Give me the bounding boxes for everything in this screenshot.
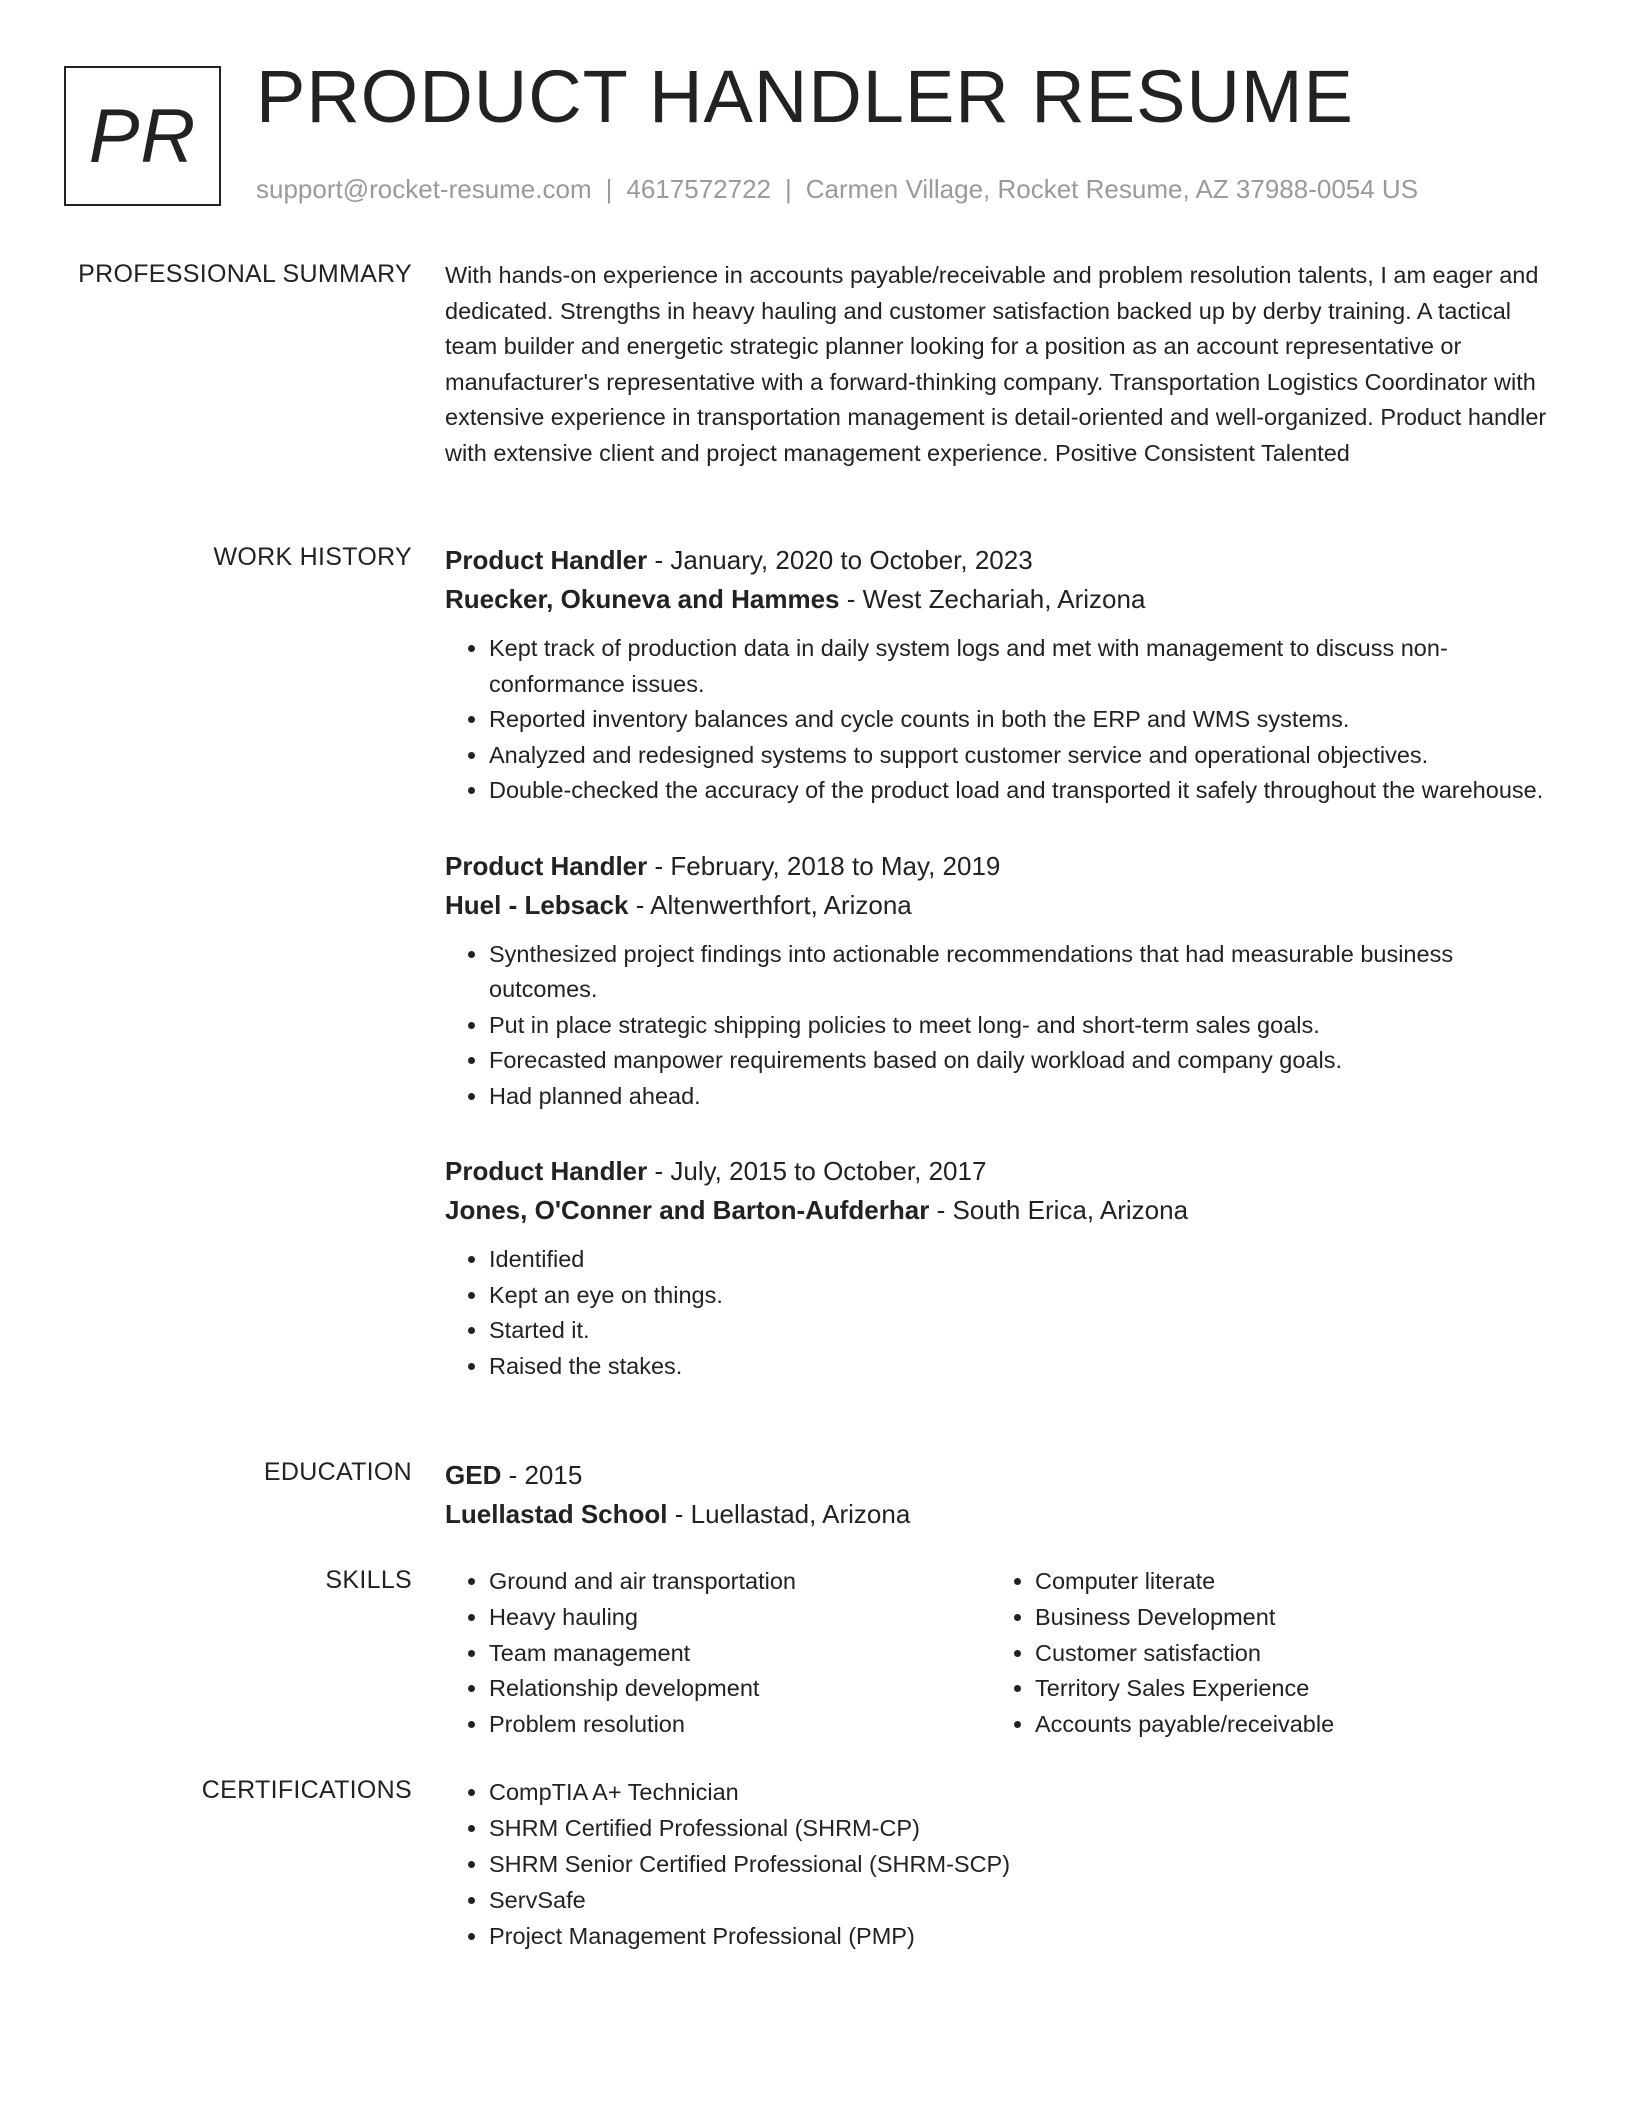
list-item: • Reported inventory balances and cycle counts in both the ERP and WMS systems. xyxy=(489,702,1560,738)
school-name: Luellastad School xyxy=(445,1499,668,1529)
job-entry xyxy=(445,847,1560,1115)
list-item: • Kept track of production data in daily system logs and met with management to discuss non-conformance issues. xyxy=(489,631,1560,702)
contact-separator: | xyxy=(785,174,792,204)
list-item: • Problem resolution xyxy=(489,1707,991,1743)
list-item: • SHRM Certified Professional (SHRM-CP) xyxy=(489,1810,1560,1846)
job-dates: - February, 2018 to May, 2019 xyxy=(647,850,1001,881)
monogram-initials: PR xyxy=(88,93,197,179)
company-line xyxy=(445,1191,1560,1230)
section-heading-work-history: WORK HISTORY xyxy=(213,543,412,571)
contact-email: support@rocket-resume.com xyxy=(256,174,592,204)
job-dates: - January, 2020 to October, 2023 xyxy=(647,545,1033,575)
list-item: • Heavy hauling xyxy=(489,1600,991,1636)
certifications-list xyxy=(445,1774,1560,1954)
skills-list-left xyxy=(445,1564,991,1743)
job-title: Product Handler xyxy=(445,545,648,575)
company-name: Ruecker, Okuneva and Hammes xyxy=(445,584,840,614)
contact-separator: | xyxy=(605,174,613,204)
contact-address: Carmen Village, Rocket Resume, AZ 37988-0054 US xyxy=(805,174,1419,204)
section-heading-certifications: CERTIFICATIONS xyxy=(201,1776,412,1804)
job-title: Product Handler xyxy=(445,1156,648,1186)
list-item: • Business Development xyxy=(1035,1600,1537,1636)
list-item: • Territory Sales Experience xyxy=(1035,1671,1537,1707)
company-line xyxy=(445,886,1560,925)
job-dates: - July, 2015 to October, 2017 xyxy=(647,1156,987,1186)
company-name: Jones, O'Conner and Barton-Aufderhar xyxy=(445,1195,930,1225)
monogram-badge xyxy=(64,66,221,206)
section-heading-summary: PROFESSIONAL SUMMARY xyxy=(78,260,412,288)
contact-phone: 4617572722 xyxy=(626,174,771,204)
company-line xyxy=(445,580,1560,619)
list-item: • Project Management Professional (PMP) xyxy=(489,1918,1560,1954)
list-item: • Computer literate xyxy=(1035,1564,1537,1600)
list-item: • Accounts payable/receivable xyxy=(1035,1707,1537,1743)
job-bullets xyxy=(445,1242,1560,1384)
section-heading-skills: SKILLS xyxy=(325,1566,412,1594)
list-item: • Raised the stakes. xyxy=(489,1349,1560,1385)
job-title-line xyxy=(445,541,1560,580)
company-location: - Altenwerthfort, Arizona xyxy=(628,889,912,920)
list-item: • SHRM Senior Certified Professional (SHRM-SCP) xyxy=(489,1846,1560,1882)
list-item: • Analyzed and redesigned systems to support customer service and operational objectives. xyxy=(489,738,1560,774)
list-item: • Kept an eye on things. xyxy=(489,1278,1560,1314)
job-title: Product Handler xyxy=(445,850,648,881)
list-item: • Started it. xyxy=(489,1313,1560,1349)
company-location: - West Zechariah, Arizona xyxy=(839,584,1146,614)
list-item: • ServSafe xyxy=(489,1882,1560,1918)
section-heading-education: EDUCATION xyxy=(263,1458,412,1486)
list-item: • Forecasted manpower requirements based on daily workload and company goals. xyxy=(489,1043,1560,1079)
list-item: • Ground and air transportation xyxy=(489,1564,991,1600)
list-item: • Synthesized project findings into actionable recommendations that had measurable business outcomes. xyxy=(489,937,1560,1008)
company-location: - South Erica, Arizona xyxy=(929,1195,1189,1225)
list-item: • Relationship development xyxy=(489,1671,991,1707)
school-location: - Luellastad, Arizona xyxy=(667,1499,911,1529)
contact-line xyxy=(256,174,1418,205)
degree-year: - 2015 xyxy=(501,1460,583,1490)
job-bullets xyxy=(445,631,1560,809)
list-item: • Put in place strategic shipping policies to meet long- and short-term sales goals. xyxy=(489,1008,1560,1044)
job-entry xyxy=(445,1152,1560,1384)
school-line xyxy=(445,1495,1560,1534)
company-name: Huel - Lebsack xyxy=(445,889,629,920)
list-item: • Double-checked the accuracy of the product load and transported it safely throughout the warehouse. xyxy=(489,773,1560,809)
list-item: • Team management xyxy=(489,1636,991,1672)
resume-title: PRODUCT HANDLER RESUME xyxy=(256,55,1354,138)
job-title-line xyxy=(445,847,1560,886)
list-item: • CompTIA A+ Technician xyxy=(489,1774,1560,1810)
summary-text: With hands-on experience in accounts payable/receivable and problem resolution talents, I am eager and dedicated. Strengths in heavy hauling and customer satisfaction backed up by derby training. A tactical team builder and energetic strategic planner looking for a position as an account representative or manufacturer's representative with a forward-thinking company. Transportation Logistics Coordinator with extensive experience in transportation management is detail-oriented and well-organized. Product handler with extensive client and project management experience. Positive Consistent Talented xyxy=(445,262,1547,466)
list-item: • Customer satisfaction xyxy=(1035,1636,1537,1672)
degree-name: GED xyxy=(445,1460,502,1490)
job-title-line xyxy=(445,1152,1560,1191)
skills-list-right xyxy=(991,1564,1537,1743)
job-bullets xyxy=(445,937,1560,1115)
degree-line xyxy=(445,1456,1560,1495)
job-entry xyxy=(445,541,1560,809)
list-item: • Had planned ahead. xyxy=(489,1079,1560,1115)
list-item: • Identified xyxy=(489,1242,1560,1278)
